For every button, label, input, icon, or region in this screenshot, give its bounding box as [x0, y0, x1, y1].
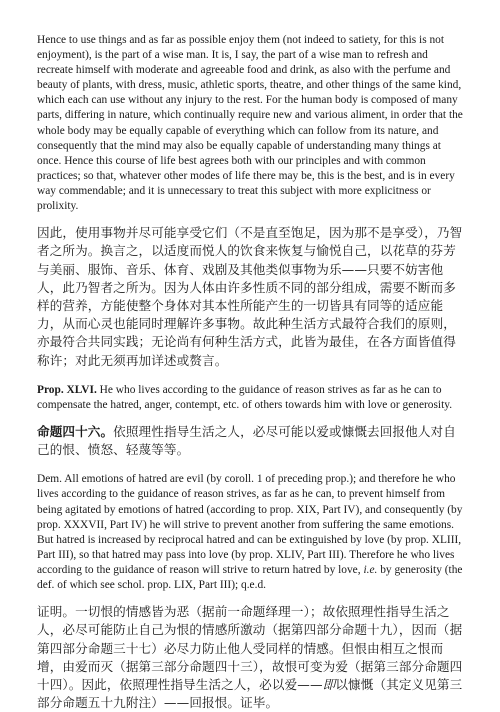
demonstration-italic-ie: i.e.: [363, 563, 378, 576]
paragraph-english-1: Hence to use things and as far as possible enjoy them (not indeed to satiety, for this is not enjoyment), is the part of a wise man. It is, I say, the part of a wise man to refresh and recreate himself with moderate and agreeable food and drink, as also with the perfume and beauty of plants, with dress, music, athletic sports, theatre, and other things of the same kind, which each can use without any injury to the rest. For the human body is composed of many parts, differing in nature, which continually require new and various aliment, in order that the whole body may be equally capable of everything which can follow from its nature, and consequently that the mind may also be equally capable of understanding many things at once. Hence this course of life best agrees both with our principles and with common practices; so that, whatever other modes of life there may be, this is the best, and is in every way commendable; and it is unnecessary to treat this subject with more explicitness or prolixity.: [37, 34, 463, 213]
proposition-text: He who lives according to the guidance of reason strives as far as he can to compensate the hatred, anger, contempt, etc. of others towards him with love or generosity.: [37, 383, 453, 411]
proposition-text-chinese: 依照理性指导生活之人，必尽可能以爱或慷慨去回报他人对自己的恨、愤怒、轻蔑等等。: [37, 423, 456, 458]
demonstration-chinese-part1: 证明。一切恨的情感皆为恶（据前一命题绎理一）；故依照理性指导生活之人，必尽可能防止自己为恨的情感所激动（据第四部分命题十九），因而（据第四部分命题三十七）必尽力防止他人受同样的情感。但恨由相互之恨而增，由爱而灭（据第三部分命题四十三），故恨可变为爱（据第三部分命题四十四）。因此，依照理性指导生活之人，必以爱——: [37, 604, 463, 692]
demonstration-chinese: [37, 603, 465, 712]
demonstration-english: [37, 472, 465, 593]
proposition-english: [37, 383, 465, 413]
proposition-label-chinese: 命题四十六。: [37, 423, 114, 439]
document-page: [37, 33, 465, 712]
demonstration-chinese-italic: 即: [322, 676, 336, 692]
paragraph-chinese-1: 因此，使用事物并尽可能享受它们（不是直至饱足，因为那不是享受），乃智者之所为。换言之，以适度而悦人的饮食来恢复与愉悦自己，以花草的芬芳与美丽、服饰、音乐、体育、戏剧及其他类似事物为乐——只要不妨害他人，此乃智者之所为。因为人体由许多性质不同的部分组成，需要不断而多样的营养，方能使整个身体对其本性所能产生的一切皆具有同等的适应能力，从而心灵也能同时理解许多事物。故此种生活方式最符合我们的原则，亦最符合共同实践；无论尚有何种生活方式，此皆为最佳，在各方面皆值得称许；对此无须再加详述或赘言。: [37, 225, 463, 368]
proposition-label: Prop. XLVI.: [37, 383, 97, 396]
demonstration-text-part2: by generosity (the def. of which see schol. prop. LIX, Part III); q.e.d.: [37, 563, 463, 591]
proposition-chinese: [37, 423, 465, 459]
demonstration-text-part1: Dem. All emotions of hatred are evil (by coroll. 1 of preceding prop.); and therefore he who lives according to the guidance of reason strives, as far as he can, to prevent himself from being agitated by emotions of hatred (according to prop. XIX, Part IV), and consequently (by prop. XXXVII, Part IV) he will strive to prevent another from suffering the same emotions. But hatred is increased by reciprocal hatred and can be extinguished by love (by prop. XLIII, Part III), so that hatred may pass into love (by prop. XLIV, Part III). Therefore he who lives according to the guidance of reason will strive to return hatred by love,: [37, 473, 463, 576]
demonstration-chinese-part2: 以慷慨（其定义见第三部分命题五十九附注）——回报恨。证毕。: [37, 676, 463, 711]
